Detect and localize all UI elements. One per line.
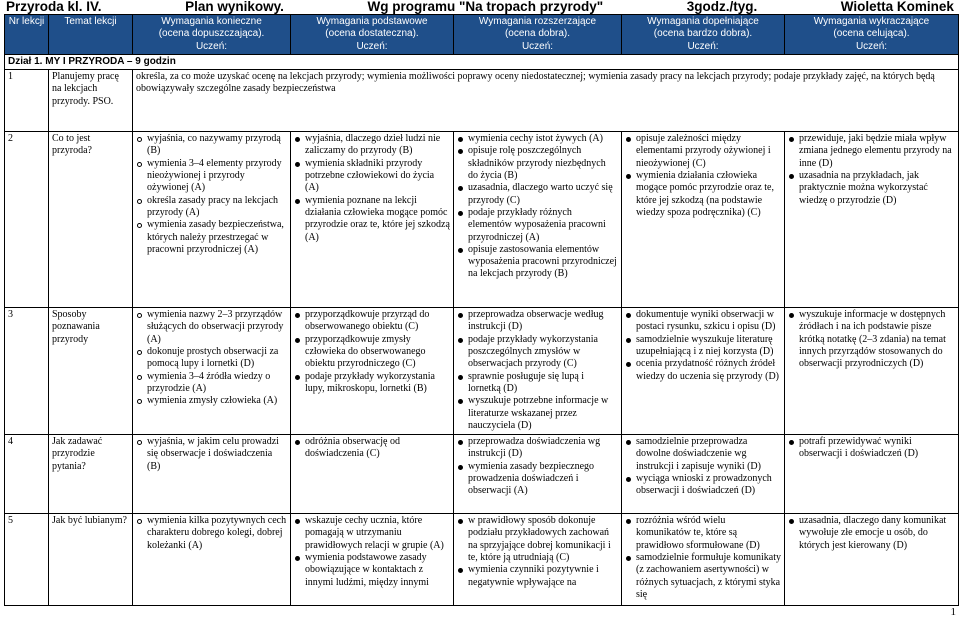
list-item: dokumentuje wyniki obserwacji w postaci rysunku, szkicu i opisu (D) xyxy=(625,309,781,334)
list-item: podaje przykłady wykorzystania lupy, mikroskopu, lornetki (B) xyxy=(294,371,450,396)
req-rozszerzajace xyxy=(454,308,622,435)
list-item: wyjaśnia, co nazywamy przyrodą (B) xyxy=(136,133,287,158)
page-number: 1 xyxy=(950,606,956,618)
list-item: wyciąga wnioski z prowadzonych obserwacji i doświadczeń (D) xyxy=(625,473,781,498)
list-item: przewiduje, jaki będzie miała wpływ zmiana jednego elementu przyrody na inne (D) xyxy=(788,133,955,170)
list-item: wymienia cechy istot żywych (A) xyxy=(457,133,618,145)
list-item: przyporządkowuje przyrząd do obserwowanego obiektu (C) xyxy=(294,309,450,334)
list-item: samodzielnie przeprowadza dowolne doświadczenie wg instrukcji i zapisuje wyniki (D) xyxy=(625,436,781,473)
req-wykraczajace xyxy=(785,308,959,435)
lesson-topic: Co to jest przyroda? xyxy=(49,132,133,308)
requirements-table xyxy=(4,14,959,606)
list-item: opisuje rolę poszczególnych składników przyrody niezbędnych do życia (B) xyxy=(457,145,618,182)
table-row xyxy=(5,514,959,606)
list-item: podaje przykłady wykorzystania poszczególnych zmysłów w obserwacjach przyrody (C) xyxy=(457,334,618,371)
col-header-rozszerzajace: Wymagania rozszerzające (ocena dobra). Uczeń: xyxy=(454,15,622,55)
list-item: wymienia poznane na lekcji działania człowieka mogące pomóc przyrodzie oraz te, które jej szkodzą (A) xyxy=(294,195,450,244)
list-item: ocenia przydatność różnych źródeł wiedzy do uczenia się przyrody (D) xyxy=(625,358,781,383)
hours-per-week: 3godz./tyg. xyxy=(686,0,758,14)
list-item: przeprowadza doświadczenia wg instrukcji (D) xyxy=(457,436,618,461)
req-konieczne xyxy=(133,514,291,606)
col-header-podstawowe: Wymagania podstawowe (ocena dostateczna). Uczeń: xyxy=(291,15,454,55)
table-row xyxy=(5,70,959,132)
table-row xyxy=(5,132,959,308)
req-rozszerzajace xyxy=(454,514,622,606)
list-item: wyjaśnia, dlaczego dzieł ludzi nie zaliczamy do przyrody (B) xyxy=(294,133,450,158)
list-item: podaje przykłady różnych elementów wyposażenia pracowni przyrodniczej (A) xyxy=(457,207,618,244)
lesson-topic: Jak być lubianym? xyxy=(49,514,133,606)
req-dopelniajace xyxy=(622,132,785,308)
lesson-topic: Sposoby poznawania przyrody xyxy=(49,308,133,435)
plan-title: Plan wynikowy. xyxy=(185,0,284,14)
req-rozszerzajace xyxy=(454,435,622,514)
req-rozszerzajace xyxy=(454,132,622,308)
req-dopelniajace xyxy=(622,514,785,606)
lesson-topic: Planujemy pracę na lekcjach przyrody. PSO. xyxy=(49,70,133,132)
list-item: przyporządkowuje zmysły człowieka do obserwowanego obiektu przyrodniczego (C) xyxy=(294,334,450,371)
req-dopelniajace xyxy=(622,435,785,514)
req-wykraczajace xyxy=(785,132,959,308)
list-item: potrafi przewidywać wyniki obserwacji i doświadczeń (D) xyxy=(788,436,955,461)
list-item: wymienia zmysły człowieka (A) xyxy=(136,395,287,407)
req-dopelniajace xyxy=(622,308,785,435)
req-podstawowe xyxy=(291,308,454,435)
list-item: wymienia 3–4 elementy przyrody nieożywionej i przyrody ożywionej (A) xyxy=(136,158,287,195)
list-item: określa zasady pracy na lekcjach przyrody (A) xyxy=(136,195,287,220)
req-konieczne xyxy=(133,132,291,308)
lesson-number: 1 xyxy=(5,70,49,132)
section-title: Dział 1. MY I PRZYRODA – 9 godzin xyxy=(5,54,959,69)
req-konieczne xyxy=(133,435,291,514)
list-item: wyszukuje informacje w dostępnych źródłach i na ich podstawie pisze krótką notatkę (2–3 zdania) na temat innych przyrządów stosowanych do obserwacji przyrodniczych (D) xyxy=(788,309,955,370)
list-item: samodzielnie wyszukuje literaturę uzupełniającą i z niej korzysta (D) xyxy=(625,334,781,359)
table-row xyxy=(5,435,959,514)
list-item: wymienia zasady bezpieczeństwa, których należy przestrzegać w pracowni przyrodniczej (A) xyxy=(136,219,287,256)
list-item: wymienia czynniki pozytywnie i negatywnie wpływające na xyxy=(457,564,618,589)
list-item: sprawnie posługuje się lupą i lornetką (D) xyxy=(457,371,618,396)
list-item: opisuje zależności między elementami przyrody ożywionej i nieożywionej (C) xyxy=(625,133,781,170)
req-wykraczajace xyxy=(785,514,959,606)
col-header-dopelniajace: Wymagania dopełniające (ocena bardzo dobra). Uczeń: xyxy=(622,15,785,55)
list-item: wymienia zasady bezpiecznego prowadzenia doświadczeń i obserwacji (A) xyxy=(457,461,618,498)
list-item: przeprowadza obserwacje według instrukcji (D) xyxy=(457,309,618,334)
lesson-number: 3 xyxy=(5,308,49,435)
req-wykraczajace xyxy=(785,435,959,514)
lesson-topic: Jak zadawać przyrodzie pytania? xyxy=(49,435,133,514)
col-header-wykraczajace: Wymagania wykraczające (ocena celująca). Uczeń: xyxy=(785,15,959,55)
list-item: wyjaśnia, w jakim celu prowadzi się obserwacje i doświadczenia (B) xyxy=(136,436,287,473)
list-item: wymienia składniki przyrody potrzebne człowiekowi do życia (A) xyxy=(294,158,450,195)
list-item: wymienia podstawowe zasady obowiązujące w kontaktach z innymi ludźmi, między innymi xyxy=(294,552,450,589)
header-row xyxy=(5,15,959,55)
req-konieczne xyxy=(133,308,291,435)
list-item: wymienia kilka pozytywnych cech charakteru dobrego kolegi, dobrej koleżanki (A) xyxy=(136,515,287,552)
req-podstawowe xyxy=(291,132,454,308)
col-header-konieczne: Wymagania konieczne (ocena dopuszczająca). Uczeń: xyxy=(133,15,291,55)
list-item: w prawidłowy sposób dokonuje podziału przykładowych zachowań na sprzyjające dobrej komunikacji i te, które ją utrudniają (C) xyxy=(457,515,618,564)
lesson-number: 5 xyxy=(5,514,49,606)
lesson-requirements: określa, za co może uzyskać ocenę na lekcjach przyrody; wymienia możliwości poprawy oceny niedostatecznej; wymienia zasady pracy na lekcjach przyrody; podaje przykłady zajęć, na których będą obowiązywały szczególne zasady bezpieczeństwa xyxy=(133,70,959,132)
list-item: odróżnia obserwację od doświadczenia (C) xyxy=(294,436,450,461)
list-item: wymienia nazwy 2–3 przyrządów służących do obserwacji przyrody (A) xyxy=(136,309,287,346)
col-header-topic: Temat lekcji xyxy=(49,15,133,55)
table-row xyxy=(5,308,959,435)
list-item: opisuje zastosowania elementów wyposażenia pracowni przyrodniczej na lekcjach przyrody (B) xyxy=(457,244,618,281)
program-title: Wg programu "Na tropach przyrody" xyxy=(367,0,604,14)
page-header xyxy=(0,0,960,14)
list-item: dokonuje prostych obserwacji za pomocą lupy i lornetki (D) xyxy=(136,346,287,371)
list-item: wymienia 3–4 źródła wiedzy o przyrodzie (A) xyxy=(136,371,287,396)
list-item: rozróżnia wśród wielu komunikatów te, które są prawidłowo sformułowane (D) xyxy=(625,515,781,552)
author-name: Wioletta Kominek xyxy=(840,0,954,14)
list-item: uzasadnia, dlaczego dany komunikat wywołuje złe emocje u osób, do których jest kierowany (D) xyxy=(788,515,955,552)
list-item: samodzielnie formułuje komunikaty (z zachowaniem asertywności) w różnych sytuacjach, z którymi styka się xyxy=(625,552,781,601)
section-row xyxy=(5,54,959,69)
list-item: wymienia działania człowieka mogące pomóc przyrodzie oraz te, które jej szkodzą (na podstawie wiedzy spoza podręcznika) (C) xyxy=(625,170,781,219)
list-item: wyszukuje potrzebne informacje w literaturze wskazanej przez nauczyciela (D) xyxy=(457,395,618,432)
req-podstawowe xyxy=(291,514,454,606)
lesson-number: 4 xyxy=(5,435,49,514)
list-item: wskazuje cechy ucznia, które pomagają w utrzymaniu prawidłowych relacji w grupie (A) xyxy=(294,515,450,552)
req-podstawowe xyxy=(291,435,454,514)
course-title: Przyroda kl. IV. xyxy=(6,0,102,14)
list-item: uzasadnia, dlaczego warto uczyć się przyrody (C) xyxy=(457,182,618,207)
lesson-number: 2 xyxy=(5,132,49,308)
list-item: uzasadnia na przykładach, jak praktycznie można wykorzystać wiedzę o przyrodzie (D) xyxy=(788,170,955,207)
col-header-nr: Nr lekcji xyxy=(5,15,49,55)
